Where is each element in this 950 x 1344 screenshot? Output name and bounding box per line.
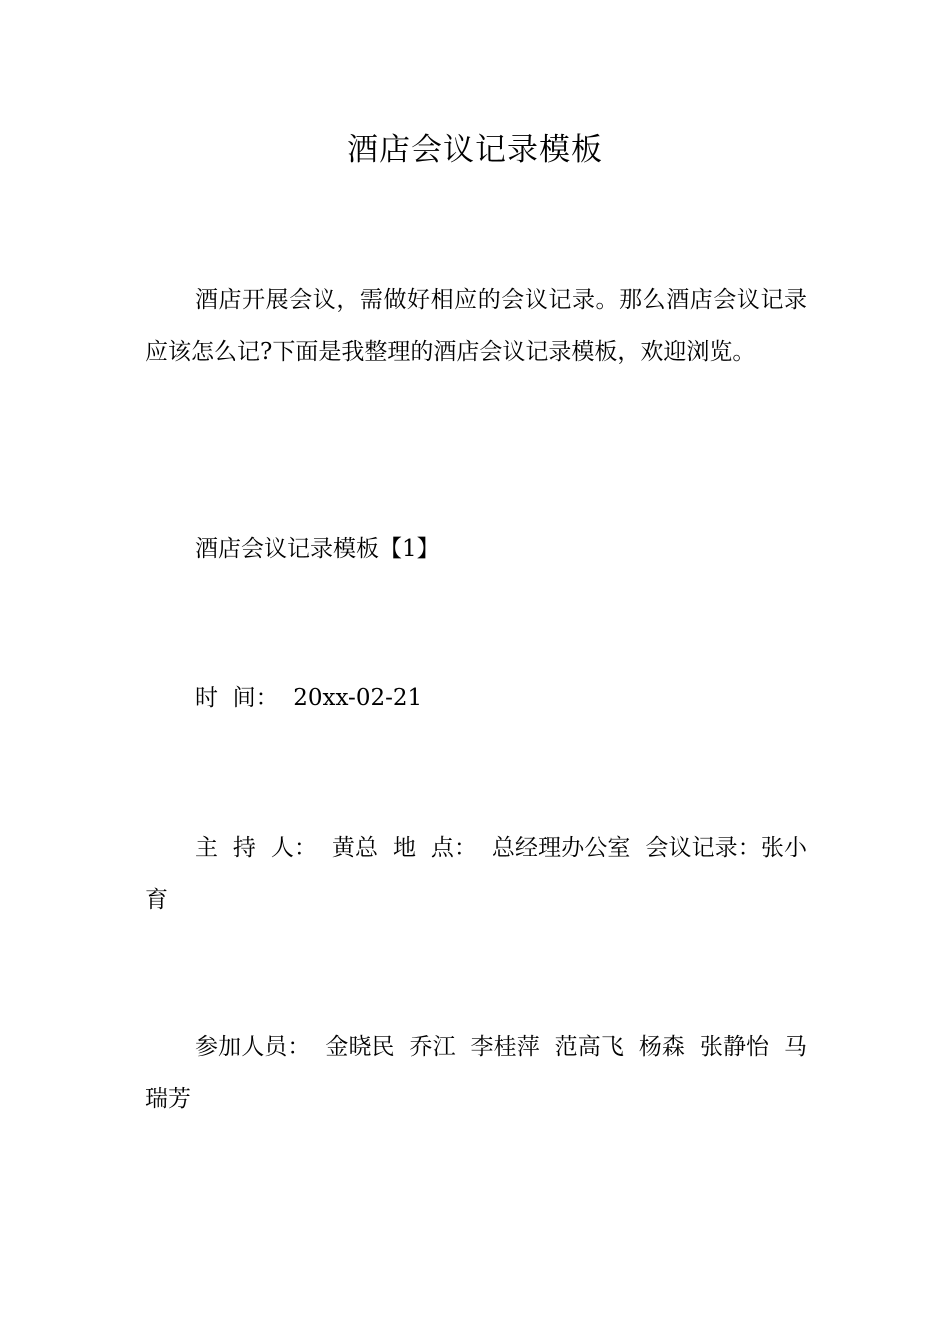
meeting-time: 时 间： 20xx-02-21 xyxy=(195,685,423,711)
intro-paragraph: 酒店开展会议，需做好相应的会议记录。那么酒店会议记录应该怎么记?下面是我整理的酒店会议记录模板，欢迎浏览。 xyxy=(145,287,807,365)
meeting-host-location-recorder: 主 持 人： 黄总 地 点： 总经理办公室 会议记录：张小育 xyxy=(145,835,807,913)
meeting-attendees: 参加人员： 金晓民 乔江 李桂萍 范高飞 杨森 张静怡 马瑞芳 xyxy=(145,1034,807,1112)
document-title: 酒店会议记录模板 xyxy=(347,132,603,168)
section-heading: 酒店会议记录模板【1】 xyxy=(195,536,440,562)
